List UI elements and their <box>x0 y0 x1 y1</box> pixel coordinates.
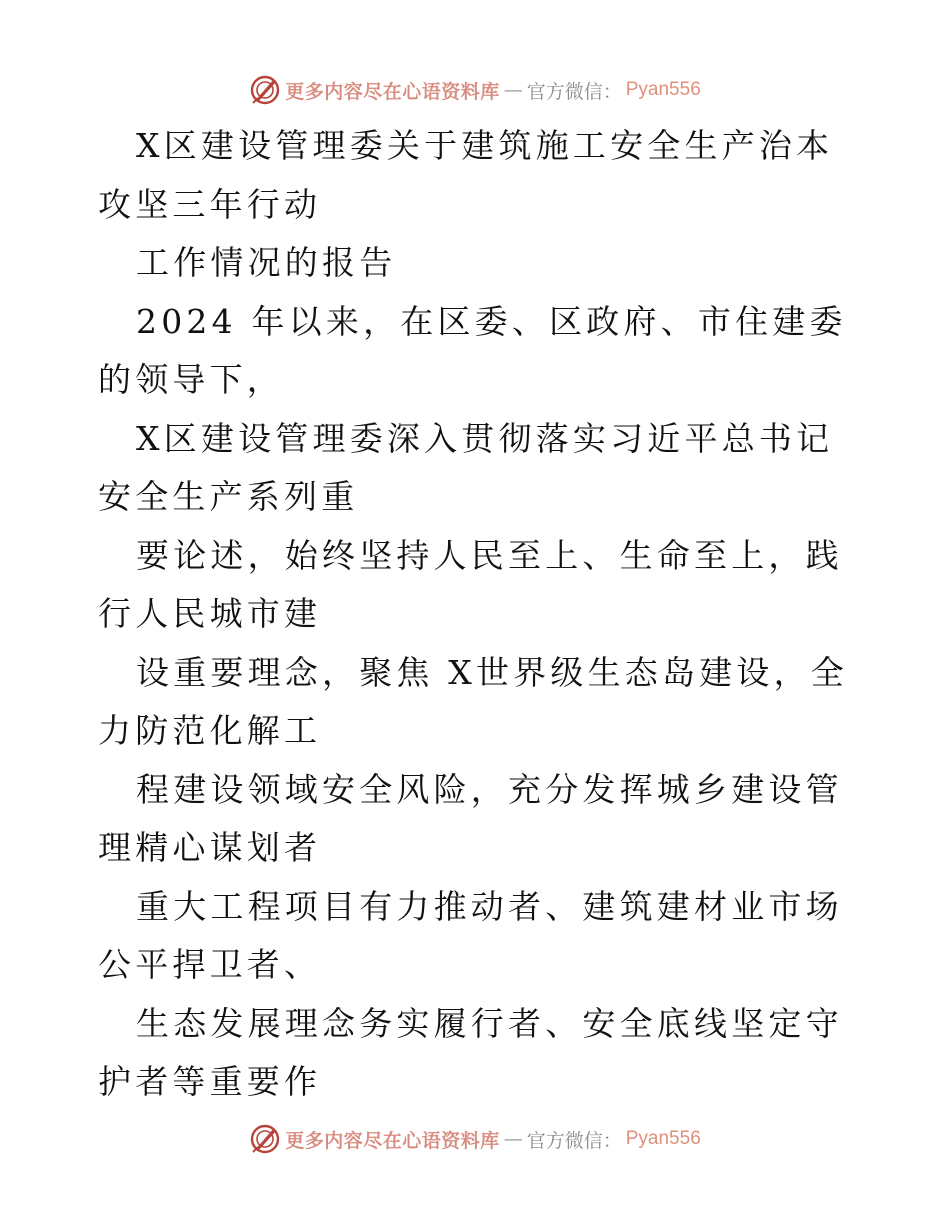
paragraph-subtitle: 工作情况的报告 <box>136 243 397 282</box>
paragraph: 生态发展理念务实履行者、安全底线坚定守护者等重要作 <box>98 1003 843 1101</box>
banner-dash: — <box>503 1128 523 1150</box>
header-watermark-banner <box>0 70 950 110</box>
footer-watermark-banner <box>0 1119 950 1159</box>
paragraph: 重大工程项目有力推动者、建筑建材业市场公平捍卫者、 <box>98 886 843 984</box>
paragraph: 要论述，始终坚持人民至上、生命至上，践行人民城市建 <box>98 535 843 633</box>
banner-wechat-label: 官方微信： <box>526 80 622 103</box>
quill-logo-icon <box>249 1123 281 1155</box>
banner-wechat-label: 官方微信： <box>526 1129 622 1152</box>
paragraph: 程建设领域安全风险，充分发挥城乡建设管理精心谋划者 <box>98 769 843 867</box>
banner-slogan: 更多内容尽在心语资料库 <box>285 1129 500 1152</box>
document-body <box>98 117 858 1112</box>
banner-slogan: 更多内容尽在心语资料库 <box>285 80 500 103</box>
banner-wechat-id: Pyan556 <box>625 79 701 100</box>
paragraph: 2024 年以来，在区委、区政府、市住建委的领导下， <box>98 301 847 399</box>
quill-logo-icon <box>249 74 281 106</box>
paragraph: X区建设管理委深入贯彻落实习近平总书记安全生产系列重 <box>98 418 834 516</box>
paragraph: 设重要理念，聚焦 X世界级生态岛建设，全力防范化解工 <box>98 652 848 750</box>
banner-dash: — <box>503 79 523 101</box>
banner-wechat-id: Pyan556 <box>625 1128 701 1149</box>
paragraph-title: X区建设管理委关于建筑施工安全生产治本攻坚三年行动 <box>98 126 834 224</box>
